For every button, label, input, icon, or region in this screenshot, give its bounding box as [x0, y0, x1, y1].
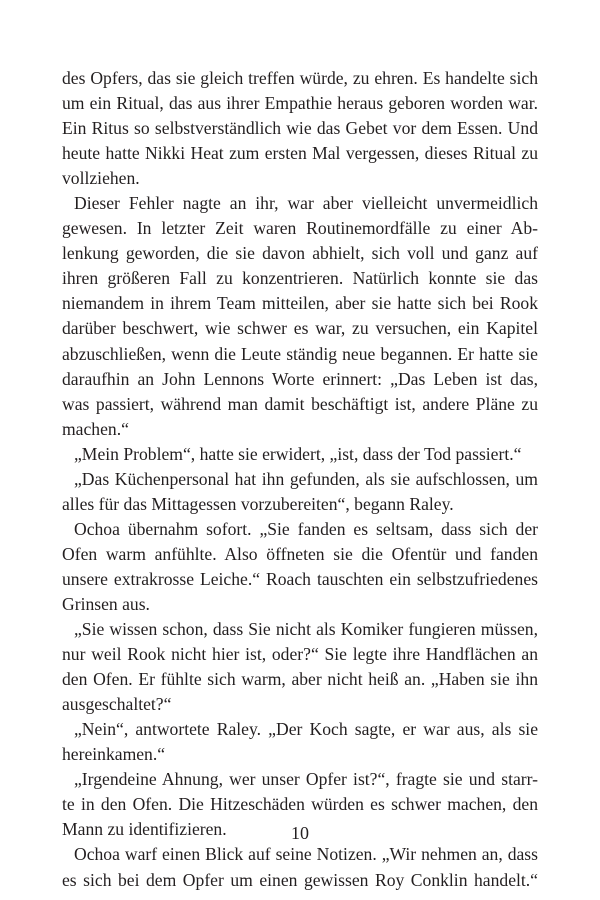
text-line: vollziehen. — [62, 168, 140, 189]
text-line: um ein Ritual, das aus ihrer Empathie heraus geboren worden war. — [62, 93, 538, 114]
text-line: lenkung geworden, die sie davon abhielt, sich voll und ganz auf — [62, 243, 538, 264]
text-line: „Sie wissen schon, dass Sie nicht als Komiker fungieren müssen, — [74, 619, 538, 640]
text-line: es sich bei dem Opfer um einen gewissen Roy Conklin handelt.“ — [62, 869, 538, 890]
text-line: „Nein“, antwortete Raley. „Der Koch sagte, er war aus, als sie — [74, 719, 538, 740]
text-line: Ochoa warf einen Blick auf seine Notizen. „Wir nehmen an, dass — [74, 844, 538, 865]
text-line: Mann zu identifizieren. — [62, 819, 227, 840]
text-line: „Mein Problem“, hatte sie erwidert, „ist, dass der Tod passiert.“ — [74, 443, 522, 464]
text-line: Ofen warm anfühlte. Also öffneten sie die Ofentür und fanden — [62, 543, 538, 564]
text-line: ausgeschaltet?“ — [62, 694, 172, 715]
text-line: niemandem in ihrem Team mitteilen, aber sie hatte sich bei Rook — [62, 293, 538, 314]
text-line: Grinsen aus. — [62, 593, 150, 614]
text-line: „Irgendeine Ahnung, wer unser Opfer ist?“, fragte sie und starr- — [74, 769, 538, 790]
text-line: was passiert, während man damit beschäftigt ist, andere Pläne zu — [62, 393, 538, 414]
page-number: 10 — [291, 823, 309, 843]
text-line: abzuschließen, wenn die Leute ständig neue begannen. Er hatte sie — [62, 343, 538, 364]
text-line: gewesen. In letzter Zeit waren Routinemordfälle zu einer Ab- — [62, 218, 538, 239]
text-line: machen.“ — [62, 418, 129, 439]
text-line: Dieser Fehler nagte an ihr, war aber vielleicht unvermeidlich — [74, 193, 538, 214]
text-line: nur weil Rook nicht hier ist, oder?“ Sie legte ihre Handflächen an — [62, 644, 538, 665]
text-line: darüber beschwert, wie schwer es war, zu versuchen, ein Kapitel — [62, 318, 538, 339]
text-line: daraufhin an John Lennons Worte erinnert: „Das Leben ist das, — [62, 368, 538, 389]
text-line: „Das Küchenpersonal hat ihn gefunden, als sie aufschlossen, um — [74, 468, 538, 489]
text-line: heute hatte Nikki Heat zum ersten Mal vergessen, dieses Ritual zu — [62, 143, 538, 164]
text-line: ihren größeren Fall zu konzentrieren. Natürlich konnte sie das — [62, 268, 538, 289]
text-line: alles für das Mittagessen vorzubereiten“, begann Raley. — [62, 493, 454, 514]
book-page-text — [62, 66, 538, 893]
text-line: hereinkamen.“ — [62, 744, 166, 765]
text-line: te in den Ofen. Die Hitzeschäden würden es schwer machen, den — [62, 794, 538, 815]
text-line: den Ofen. Er fühlte sich warm, aber nicht heiß an. „Haben sie ihn — [62, 669, 538, 690]
text-line: des Opfers, das sie gleich treffen würde, zu ehren. Es handelte sich — [62, 68, 538, 88]
text-line: Ochoa übernahm sofort. „Sie fanden es seltsam, dass sich der — [74, 518, 538, 539]
text-line: unsere extrakrosse Leiche.“ Roach tauschten ein selbstzufriedenes — [62, 568, 538, 589]
text-line: Ein Ritus so selbstverständlich wie das Gebet vor dem Essen. Und — [62, 118, 538, 139]
